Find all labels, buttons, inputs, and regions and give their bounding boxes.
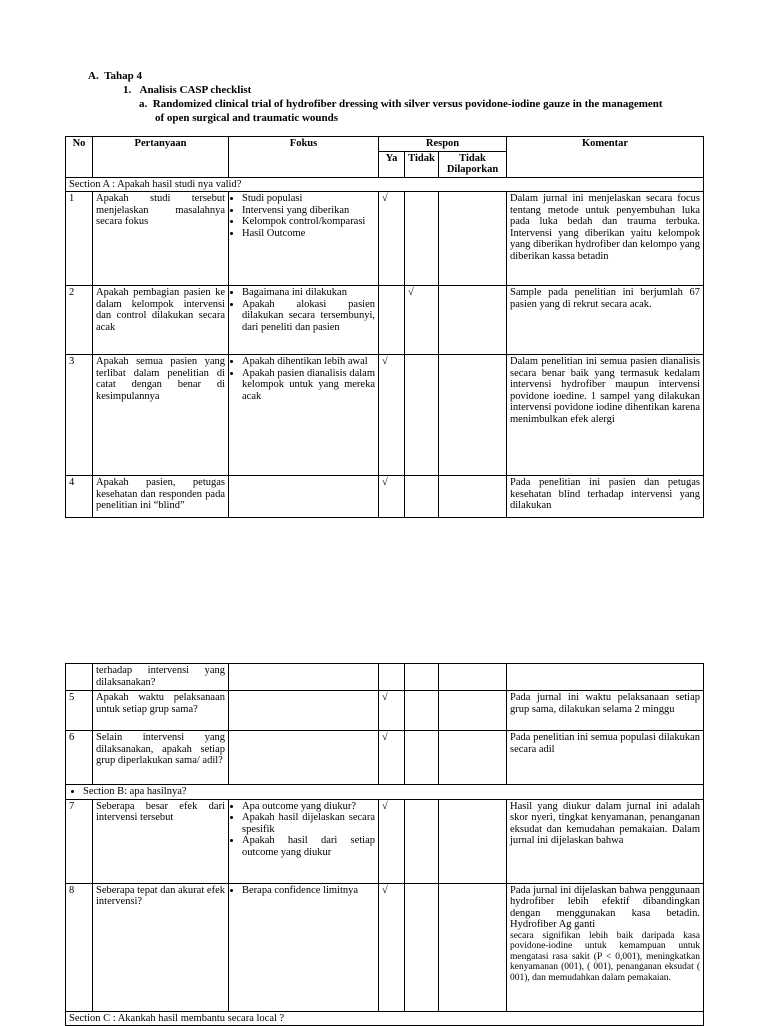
header-tidak: Tidak (405, 151, 439, 177)
continuation-row (66, 664, 704, 691)
table-row (66, 691, 704, 731)
section-b-label: • Section B: apa hasilnya? (83, 786, 700, 798)
heading-analisis: 1. Analisis CASP checklist (123, 84, 252, 96)
header-respon: Respon (379, 137, 507, 152)
section-b-cell (66, 785, 704, 800)
cell-tidak-dilaporkan (439, 192, 507, 286)
cell-ya: √ (379, 192, 405, 286)
header-tidak-dilaporkan-1: Tidak (459, 152, 486, 164)
table-row (66, 355, 704, 476)
fokus-item: • Apakah dihentikan lebih awal (242, 356, 375, 368)
header-pertanyaan: Pertanyaan (93, 137, 229, 178)
cell-ya: √ (379, 883, 405, 1011)
section-c-row (66, 1011, 704, 1026)
header-tidak-dilaporkan (439, 151, 507, 177)
cell-ya: √ (379, 731, 405, 785)
cell-pertanyaan: Apakah waktu pelaksanaan untuk setiap grup sama? (93, 691, 229, 731)
table-row (66, 192, 704, 286)
cell-fokus (229, 799, 379, 883)
table-header-row (66, 137, 704, 152)
cell-ya (379, 286, 405, 355)
fokus-item: • Intervensi yang diberikan (242, 205, 375, 217)
fokus-list (232, 287, 375, 333)
table-row (66, 731, 704, 785)
table-row (66, 476, 704, 518)
cell-komentar: Hasil yang diukur dalam jurnal ini adalah skor nyeri, tingkat kenyamanan, penanganan eksudat dan kemudahan pemakaian. Dalam jurnal ini dijelaskan bahwa (507, 799, 704, 883)
header-fokus: Fokus (229, 137, 379, 178)
fokus-list (232, 801, 375, 859)
cell-fokus (229, 192, 379, 286)
fokus-item: • Hasil Outcome (242, 228, 375, 240)
heading-tahap: A. Tahap 4 (88, 70, 143, 82)
casp-table-page2 (65, 663, 704, 1026)
section-a-row (66, 177, 704, 192)
fokus-list (232, 193, 375, 239)
fokus-list (232, 356, 375, 402)
cell-pertanyaan: Apakah pembagian pasien ke dalam kelompok intervensi dan control dilakukan secara acak (93, 286, 229, 355)
cell-ya: √ (379, 476, 405, 518)
casp-table-page1 (65, 136, 704, 518)
cell-tidak-dilaporkan (439, 476, 507, 518)
cell-komentar: Dalam jurnal ini menjelaskan secara focus tentang metode untuk penyembuhan luka pada luka bedah dan trauma terbuka. Intervensi yang diberikan yaitu kelompok yang diberikan hydrofiber dan kelompo yang diberikan kassa betadin (507, 192, 704, 286)
fokus-item: • Apakah pasien dianalisis dalam kelompok untuk yang mereka acak (242, 368, 375, 403)
cell-pertanyaan: Seberapa besar efek dari intervensi tersebut (93, 799, 229, 883)
cell-fokus (229, 476, 379, 518)
cell-ya: √ (379, 691, 405, 731)
cell-no: 4 (66, 476, 93, 518)
table-row (66, 799, 704, 883)
cell-no: 3 (66, 355, 93, 476)
document-page-2 (0, 663, 768, 1024)
fokus-item: • Apakah alokasi pasien dilakukan secara tersembunyi, dari peneliti dan pasien (242, 299, 375, 334)
cell-tidak-dilaporkan (439, 799, 507, 883)
cell-no: 1 (66, 192, 93, 286)
cell-tidak (405, 355, 439, 476)
section-b-row (66, 785, 704, 800)
cell-komentar: Dalam penelitian ini semua pasien dianalisis secara benar baik yang termasuk kedalam intervensi hydrofiber maupun intervensi povidone ioedine. 1 sampel yang dilakukan intervensi povidone iodine dihentikan karena menimbulkan efek alergi (507, 355, 704, 476)
cell-ya: √ (379, 799, 405, 883)
fokus-item: • Apakah hasil dijelaskan secara spesifik (242, 812, 375, 835)
fokus-item: • Apa outcome yang diukur? (242, 801, 375, 813)
cell-tidak (405, 883, 439, 1011)
header-no: No (66, 137, 93, 178)
cell-komentar: Pada jurnal ini waktu pelaksanaan setiap grup sama, dilakukan selama 2 minggu (507, 691, 704, 731)
table-row (66, 883, 704, 1011)
cell-tidak-dilaporkan (439, 883, 507, 1011)
section-a-label: Section A : Apakah hasil studi nya valid? (66, 177, 704, 192)
cell-pertanyaan: Selain intervensi yang dilaksanakan, apakah setiap grup diperlakukan sama/ adil? (93, 731, 229, 785)
cell-no: 2 (66, 286, 93, 355)
cell-fokus (229, 883, 379, 1011)
heading-title-line2: of open surgical and traumatic wounds (155, 112, 339, 124)
fokus-list (232, 885, 375, 897)
cell-fokus (229, 286, 379, 355)
cell-fokus (229, 664, 379, 691)
cell-tidak (405, 799, 439, 883)
cell-komentar (507, 883, 704, 1011)
fokus-item: • Apakah hasil dari setiap outcome yang diukur (242, 835, 375, 858)
cell-fokus (229, 691, 379, 731)
cell-pertanyaan: terhadap intervensi yang dilaksanakan? (93, 664, 229, 691)
header-ya: Ya (379, 151, 405, 177)
cell-pertanyaan: Apakah pasien, petugas kesehatan dan responden pada penelitian ini “blind” (93, 476, 229, 518)
cell-komentar (507, 664, 704, 691)
cell-tidak (405, 664, 439, 691)
fokus-item: • Studi populasi (242, 193, 375, 205)
cell-komentar: Pada penelitian ini semua populasi dilakukan secara adil (507, 731, 704, 785)
cell-tidak (405, 691, 439, 731)
cell-ya: √ (379, 355, 405, 476)
cell-fokus (229, 731, 379, 785)
cell-tidak (405, 731, 439, 785)
cell-pertanyaan: Apakah studi tersebut menjelaskan masalahnya secara fokus (93, 192, 229, 286)
fokus-item: • Kelompok control/komparasi (242, 216, 375, 228)
komentar-main: Pada jurnal ini dijelaskan bahwa penggunaan hydrofiber lebih efektif dibandingkan dengan menggunakan kasa betadin. Hydrofiber Ag ganti (510, 884, 700, 930)
fokus-item: • Berapa confidence limitnya (242, 885, 375, 897)
cell-tidak (405, 192, 439, 286)
cell-no (66, 664, 93, 691)
cell-komentar: Pada penelitian ini pasien dan petugas kesehatan blind terhadap intervensi yang dilakukan (507, 476, 704, 518)
table-row (66, 286, 704, 355)
cell-tidak (405, 476, 439, 518)
cell-tidak-dilaporkan (439, 286, 507, 355)
cell-no: 8 (66, 883, 93, 1011)
cell-fokus (229, 355, 379, 476)
heading-title-line1: a. Randomized clinical trial of hydrofiber dressing with silver versus povidone-iodine gauze in the management (139, 98, 663, 110)
cell-no: 6 (66, 731, 93, 785)
cell-ya (379, 664, 405, 691)
section-c-label: Section C : Akankah hasil membantu secara local ? (66, 1011, 704, 1026)
fokus-item: • Bagaimana ini dilakukan (242, 287, 375, 299)
cell-pertanyaan: Seberapa tepat dan akurat efek intervensi? (93, 883, 229, 1011)
cell-komentar: Sample pada penelitian ini berjumlah 67 pasien yang di rekrut secara acak. (507, 286, 704, 355)
cell-pertanyaan: Apakah semua pasien yang terlibat dalam penelitian di catat dengan benar di kesimpulannya (93, 355, 229, 476)
cell-no: 5 (66, 691, 93, 731)
cell-tidak-dilaporkan (439, 355, 507, 476)
header-komentar: Komentar (507, 137, 704, 178)
cell-tidak-dilaporkan (439, 731, 507, 785)
komentar-small: secara signifikan lebih baik daripada kasa povidone-iodine untuk kemampuan untuk mengatasi rasa sakit (P < 0,001), meningkatkan kenyamanan (001), ( 001), penanganan eksudat ( 001), dan memudahkan dalam pemakaian. (510, 930, 700, 983)
cell-tidak: √ (405, 286, 439, 355)
cell-no: 7 (66, 799, 93, 883)
cell-tidak-dilaporkan (439, 664, 507, 691)
cell-tidak-dilaporkan (439, 691, 507, 731)
header-tidak-dilaporkan-2: Dilaporkan (446, 164, 499, 175)
